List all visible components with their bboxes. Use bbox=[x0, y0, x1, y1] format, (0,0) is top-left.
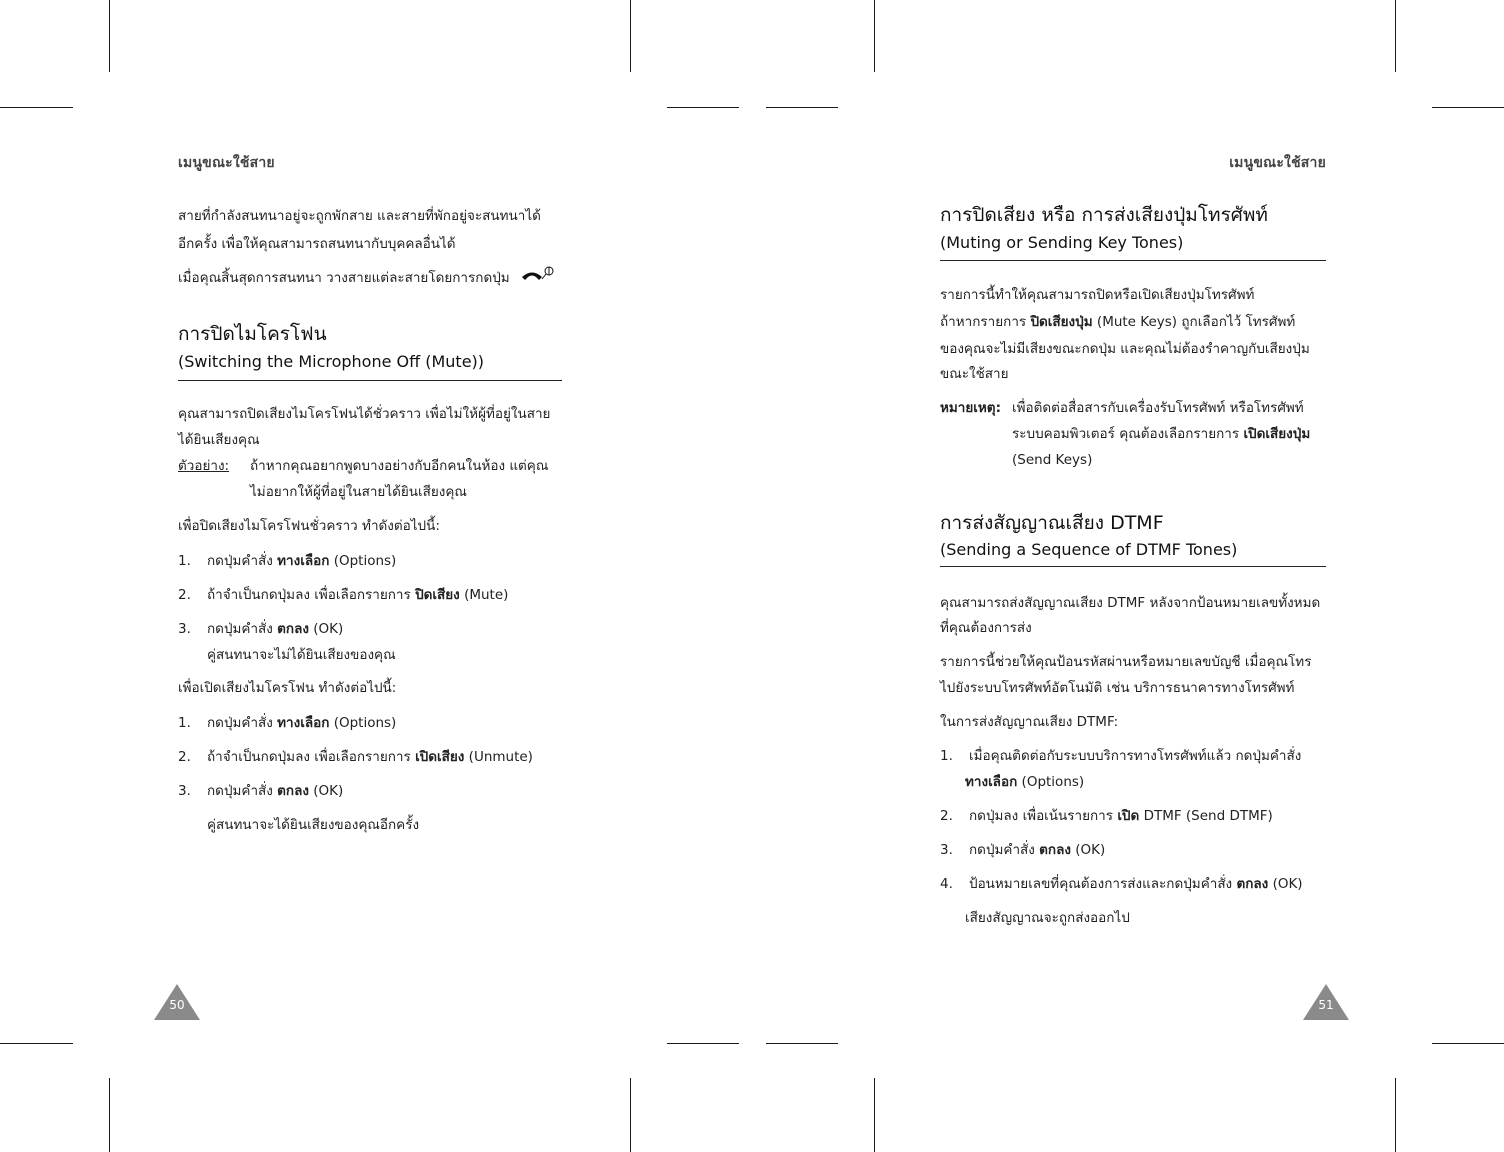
unmute-step: 2. ถ้าจำเป็นกดปุ่มลง เพื่อเลือกรายการ เปิดเสียง (Unmute) bbox=[178, 749, 533, 765]
running-head: เมนูขณะใช้สาย bbox=[178, 155, 275, 171]
body-line: คุณสามารถส่งสัญญาณเสียง DTMF หลังจากป้อนหมายเลขทั้งหมด bbox=[940, 595, 1321, 611]
body-line: รายการนี้ช่วยให้คุณป้อนรหัสผ่านหรือหมายเลขบัญชี เมื่อคุณโทร bbox=[940, 654, 1312, 670]
unmute-step: 3. กดปุ่มคำสั่ง ตกลง (OK) bbox=[178, 783, 344, 799]
description-line: คุณสามารถปิดเสียงไมโครโฟนได้ชั่วคราว เพื่อไม่ให้ผู้ที่อยู่ในสาย bbox=[178, 406, 551, 422]
intro-line: อีกครั้ง เพื่อให้คุณสามารถสนทนากับบุคคลอื่นได้ bbox=[178, 236, 456, 252]
end-call-key-icon bbox=[520, 266, 554, 290]
section-rule bbox=[940, 566, 1326, 567]
example-line: ถ้าหากคุณอยากพูดบางอย่างกับอีกคนในห้อง แต่คุณ bbox=[250, 458, 549, 474]
dtmf-step: 2. กดปุ่มลง เพื่อเน้นรายการ เปิด DTMF (Send DTMF) bbox=[940, 808, 1273, 824]
crop-mark bbox=[667, 1043, 739, 1044]
body-line: ที่คุณต้องการส่ง bbox=[940, 620, 1032, 636]
crop-mark bbox=[1432, 1043, 1504, 1044]
body-line: ในการส่งสัญญาณเสียง DTMF: bbox=[940, 714, 1119, 730]
crop-mark bbox=[0, 1043, 73, 1044]
example-label: ตัวอย่าง: bbox=[178, 458, 230, 474]
unmute-intro: เพื่อเปิดเสียงไมโครโฟน ทำดังต่อไปนี้: bbox=[178, 680, 397, 696]
body-line: รายการนี้ทำให้คุณสามารถปิดหรือเปิดเสียงปุ่มโทรศัพท์ bbox=[940, 287, 1255, 303]
mute-intro: เพื่อปิดเสียงไมโครโฟนชั่วคราว ทำดังต่อไปนี้: bbox=[178, 518, 440, 534]
section-rule bbox=[940, 260, 1326, 261]
crop-mark bbox=[766, 1043, 838, 1044]
page-number: 51 bbox=[1318, 998, 1334, 1012]
body-line: ไปยังระบบโทรศัพท์อัตโนมัติ เช่น บริการธนาคารทางโทรศัพท์ bbox=[940, 680, 1295, 696]
dtmf-step: 4. ป้อนหมายเลขที่คุณต้องการส่งและกดปุ่มคำสั่ง ตกลง (OK) bbox=[940, 876, 1303, 892]
example-line: ไม่อยากให้ผู้ที่อยู่ในสายได้ยินเสียงคุณ bbox=[250, 484, 467, 500]
section-rule bbox=[178, 380, 562, 381]
end-call-text: เมื่อคุณสิ้นสุดการสนทนา วางสายแต่ละสายโดยการกดปุ่ม bbox=[178, 270, 510, 286]
crop-mark bbox=[630, 1078, 631, 1152]
page-number: 50 bbox=[169, 998, 185, 1012]
section-title: การปิดไมโครโฟน bbox=[178, 323, 327, 345]
note-label: หมายเหตุ: bbox=[940, 400, 1001, 416]
running-head: เมนูขณะใช้สาย bbox=[1229, 155, 1326, 171]
body-line: ของคุณจะไม่มีเสียงขณะกดปุ่ม และคุณไม่ต้องรำคาญกับเสียงปุ่ม bbox=[940, 341, 1310, 357]
crop-mark bbox=[766, 107, 838, 108]
mute-step: 2. ถ้าจำเป็นกดปุ่มลง เพื่อเลือกรายการ ปิดเสียง (Mute) bbox=[178, 587, 509, 603]
right-page bbox=[940, 0, 1326, 1152]
body-line: ถ้าหากรายการ ปิดเสียงปุ่ม (Mute Keys) ถูกเลือกไว้ โทรศัพท์ bbox=[940, 314, 1296, 330]
crop-mark bbox=[0, 107, 73, 108]
dtmf-step: 3. กดปุ่มคำสั่ง ตกลง (OK) bbox=[940, 842, 1106, 858]
section-title: การส่งสัญญาณเสียง DTMF bbox=[940, 512, 1164, 534]
page-number-badge bbox=[1303, 984, 1349, 1020]
mute-step: 3. กดปุ่มคำสั่ง ตกลง (OK) bbox=[178, 621, 344, 637]
dtmf-step-cont: ทางเลือก (Options) bbox=[965, 774, 1085, 790]
crop-mark bbox=[1395, 1078, 1396, 1152]
section-subtitle: (Switching the Microphone Off (Mute)) bbox=[178, 352, 485, 371]
section-subtitle: (Muting or Sending Key Tones) bbox=[940, 233, 1184, 252]
mute-step: 1. กดปุ่มคำสั่ง ทางเลือก (Options) bbox=[178, 553, 397, 569]
page-number-badge bbox=[154, 984, 200, 1020]
note-line: ระบบคอมพิวเตอร์ คุณต้องเลือกรายการ เปิดเสียงปุ่ม bbox=[1012, 426, 1311, 442]
crop-mark bbox=[667, 107, 739, 108]
unmute-result: คู่สนทนาจะได้ยินเสียงของคุณอีกครั้ง bbox=[207, 817, 420, 833]
body-line: ขณะใช้สาย bbox=[940, 366, 1009, 382]
unmute-step: 1. กดปุ่มคำสั่ง ทางเลือก (Options) bbox=[178, 715, 397, 731]
description-line: ได้ยินเสียงคุณ bbox=[178, 432, 260, 448]
section-title: การปิดเสียง หรือ การส่งเสียงปุ่มโทรศัพท์ bbox=[940, 204, 1268, 226]
intro-line: สายที่กำลังสนทนาอยู่จะถูกพักสาย และสายที่พักอยู่จะสนทนาได้ bbox=[178, 208, 541, 224]
crop-mark bbox=[1432, 107, 1504, 108]
mute-result: คู่สนทนาจะไม่ได้ยินเสียงของคุณ bbox=[207, 647, 396, 663]
note-line: (Send Keys) bbox=[1012, 452, 1093, 468]
crop-mark bbox=[109, 0, 110, 72]
crop-mark bbox=[109, 1078, 110, 1152]
section-subtitle: (Sending a Sequence of DTMF Tones) bbox=[940, 540, 1238, 559]
note-line: เพื่อติดต่อสื่อสารกับเครื่องรับโทรศัพท์ หรือโทรศัพท์ bbox=[1012, 400, 1304, 416]
left-page bbox=[178, 0, 562, 1152]
dtmf-result: เสียงสัญญาณจะถูกส่งออกไป bbox=[965, 910, 1130, 926]
end-call-line bbox=[178, 266, 554, 290]
dtmf-step: 1. เมื่อคุณติดต่อกับระบบบริการทางโทรศัพท์แล้ว กดปุ่มคำสั่ง bbox=[940, 748, 1302, 764]
crop-mark bbox=[874, 1078, 875, 1152]
crop-mark bbox=[1395, 0, 1396, 72]
crop-mark bbox=[630, 0, 631, 72]
crop-mark bbox=[874, 0, 875, 72]
